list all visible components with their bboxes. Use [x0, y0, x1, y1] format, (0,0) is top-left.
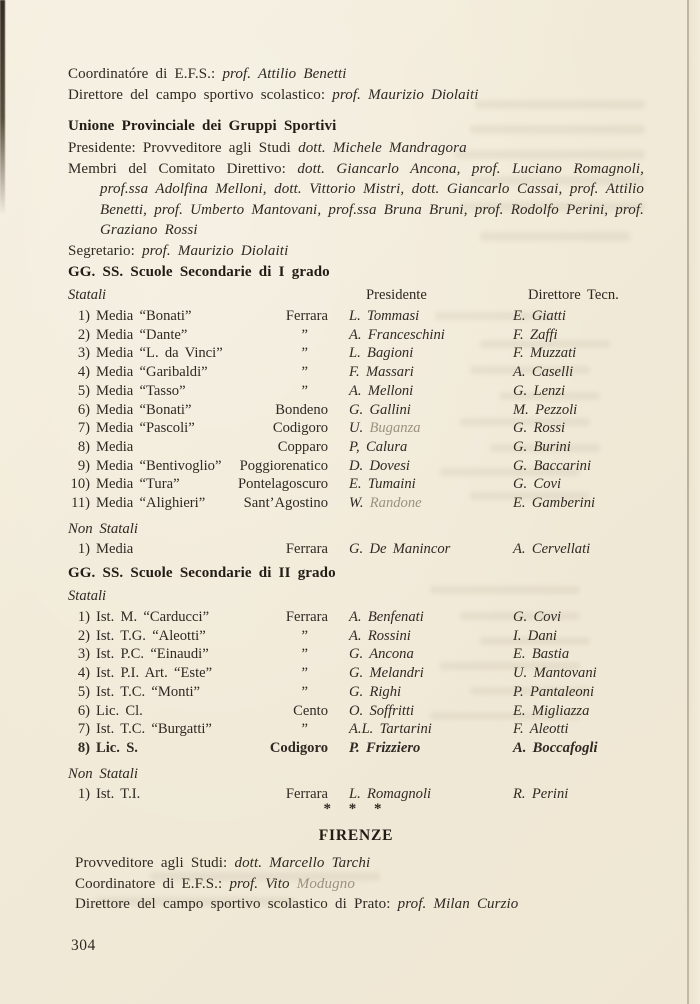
text-line	[75, 874, 651, 895]
role-label: Provveditore agli Studi:	[75, 855, 235, 871]
statali-label: Statali	[68, 287, 107, 303]
row-number: 4)	[77, 364, 90, 381]
city: Codigoro	[269, 739, 328, 756]
row-number: 1)	[77, 609, 90, 625]
person-name: prof. Maurizio Diolaiti	[142, 242, 289, 259]
firenze-heading: FIRENZE	[318, 827, 394, 844]
city: Sant’Agostino	[243, 495, 328, 512]
row-number: 9)	[77, 457, 90, 474]
table-row	[68, 540, 644, 559]
unione-lines	[68, 138, 644, 262]
city: ”	[301, 326, 308, 343]
row-number: 4)	[77, 665, 90, 682]
non-statali-label: Non Statali	[68, 765, 138, 782]
director-name: G. Burini	[513, 438, 571, 455]
city: ”	[301, 345, 308, 362]
school-name: Ist. P.C. “Einaudi”	[96, 646, 209, 663]
director-name: G. Rossi	[513, 420, 566, 437]
person-name: prof. Attilio Benetti	[222, 66, 347, 82]
person-name: dott. Michele Mandragora	[298, 140, 467, 156]
intro-section	[68, 64, 644, 106]
person-name: dott. Marcello Tarchi	[234, 855, 371, 871]
row-number: 8)	[77, 739, 90, 756]
city: ”	[301, 382, 308, 399]
table-row	[68, 494, 644, 513]
role-label: Presidente: Provveditore agli Studi	[68, 140, 299, 156]
row-number: 11)	[71, 495, 90, 512]
row-number: 6)	[77, 401, 90, 418]
school-name: Lic. Cl.	[96, 702, 143, 719]
person-name: prof. Milan Curzio	[397, 896, 519, 913]
president-name: A. Franceschini	[349, 326, 445, 343]
city: Ferrara	[285, 785, 328, 802]
table-header	[68, 587, 644, 606]
director-name: A. Caselli	[513, 364, 574, 381]
city: ”	[301, 665, 308, 682]
director-name: A. Boccafogli	[513, 739, 598, 756]
role-label: Direttore del campo sportivo scolastico di Prato:	[75, 896, 398, 913]
column-header-presidente: Presidente	[366, 287, 427, 303]
president-name: L. Romagnoli	[349, 785, 432, 802]
row-number: 5)	[77, 382, 90, 399]
director-name: E. Bastia	[513, 646, 570, 663]
table-row	[68, 664, 644, 683]
text-line	[68, 138, 644, 159]
grado2-section	[68, 563, 644, 803]
city: Copparo	[277, 438, 328, 455]
table-header	[68, 286, 644, 305]
school-name: Ist. T.I.	[96, 785, 141, 802]
president-name: A. Benfenati	[349, 609, 424, 625]
table-row	[68, 363, 644, 382]
table-row	[68, 401, 644, 420]
city: Poggiorenatico	[239, 457, 328, 474]
school-name: Media “Tasso”	[96, 382, 186, 399]
city: ”	[301, 627, 308, 644]
text-line	[75, 853, 651, 874]
city: Cento	[293, 702, 328, 719]
table-row	[68, 739, 644, 758]
section-heading: Unione Provinciale dei Gruppi Sportivi	[68, 118, 337, 134]
unione-section	[68, 116, 644, 262]
person-name: prof. Maurizio Diolaiti	[332, 87, 479, 103]
city: Pontelagoscuro	[238, 476, 328, 493]
president-name: P. Frizziero	[349, 739, 421, 756]
row-number: 6)	[77, 702, 90, 719]
director-name: G. Baccarini	[513, 457, 592, 474]
city: ”	[301, 683, 308, 700]
president-name: E. Tumaini	[349, 476, 416, 493]
table-row	[68, 702, 644, 721]
school-name: Media “Bentivoglio”	[96, 457, 222, 474]
school-name: Ist. P.I. Art. “Este”	[96, 665, 213, 682]
row-number: 1)	[77, 540, 90, 557]
director-name: F. Muzzati	[513, 345, 577, 362]
director-name: M. Pezzoli	[513, 401, 578, 418]
table-row	[68, 307, 644, 326]
president-name: W. Randone	[349, 495, 422, 512]
table-row	[68, 683, 644, 702]
row-number: 2)	[77, 627, 90, 644]
school-name: Media “Dante”	[96, 326, 188, 343]
binding-shadow	[0, 0, 5, 215]
non-statali-table	[68, 540, 644, 559]
row-number: 3)	[77, 646, 90, 663]
role-label: Coordinatore di E.F.S.:	[75, 875, 230, 892]
president-name: L. Tommasi	[349, 308, 420, 324]
section-heading: GG. SS. Scuole Secondarie di I grado	[68, 264, 330, 280]
non-statali-label: Non Statali	[68, 520, 138, 537]
page-edge-strip	[689, 0, 700, 1004]
city: ”	[301, 721, 308, 738]
school-name: Media “Bonati”	[96, 401, 192, 418]
city: Ferrara	[285, 609, 328, 625]
column-header-direttore: Direttore Tecn.	[528, 287, 619, 303]
president-name: A.L. Tartarini	[349, 721, 432, 738]
table-row	[68, 645, 644, 664]
table-row	[68, 326, 644, 345]
table-row	[68, 720, 644, 739]
row-number: 1)	[77, 308, 90, 324]
director-name: U. Mantovani	[513, 665, 597, 682]
row-number: 7)	[77, 721, 90, 738]
row-number: 10)	[70, 476, 90, 493]
president-name: L. Bagioni	[349, 345, 414, 362]
school-name: Media “Alighieri”	[96, 495, 206, 512]
text-line	[75, 894, 651, 915]
section-heading: GG. SS. Scuole Secondarie di II grado	[68, 565, 336, 581]
director-name: G. Covi	[513, 476, 562, 493]
role-label: Direttore del campo sportivo scolastico:	[68, 87, 333, 103]
school-name: Media	[96, 540, 134, 557]
school-name: Ist. M. “Carducci”	[96, 609, 210, 625]
director-name: F. Aleotti	[513, 721, 569, 738]
school-name: Ist. T.C. “Monti”	[96, 683, 201, 700]
table-row	[68, 457, 644, 476]
firenze-section	[68, 853, 651, 915]
role-label: Membri del Comitato Direttivo:	[68, 161, 298, 177]
asterisk-separator: * * *	[323, 801, 389, 817]
table-row	[68, 344, 644, 363]
text-line	[68, 64, 644, 85]
school-name: Media “Garibaldi”	[96, 364, 208, 381]
president-name: A. Rossini	[349, 627, 411, 644]
president-name: G. Ancona	[349, 646, 414, 663]
city: ”	[301, 646, 308, 663]
statali-table	[68, 307, 644, 513]
role-label: Segretario:	[68, 242, 143, 259]
row-number: 7)	[77, 420, 90, 437]
director-name: E. Migliazza	[513, 702, 590, 719]
president-name: O. Soffritti	[349, 702, 415, 719]
school-name: Media “Bonati”	[96, 308, 192, 324]
president-name: G. Melandri	[349, 665, 424, 682]
president-name: F. Massari	[349, 364, 414, 381]
president-name: U. Buganza	[349, 420, 421, 437]
director-name: G. Lenzi	[513, 382, 566, 399]
statali-table	[68, 608, 644, 758]
text-line	[68, 159, 644, 241]
director-name: I. Dani	[513, 627, 557, 644]
president-name: G. Gallini	[349, 401, 411, 418]
city: ”	[301, 364, 308, 381]
school-name: Ist. T.C. “Burgatti”	[96, 721, 212, 738]
text-line	[68, 85, 644, 106]
row-number: 2)	[77, 326, 90, 343]
row-number: 5)	[77, 683, 90, 700]
table-row	[68, 438, 644, 457]
table-row	[68, 627, 644, 646]
school-name: Media “Pascoli”	[96, 420, 195, 437]
school-name: Ist. T.G. “Aleotti”	[96, 627, 206, 644]
table-row	[68, 382, 644, 401]
city: Ferrara	[285, 308, 328, 324]
school-name: Media “Tura”	[96, 476, 180, 493]
table-row	[68, 419, 644, 438]
president-name: A. Melloni	[349, 382, 414, 399]
table-row	[68, 475, 644, 494]
row-number: 3)	[77, 345, 90, 362]
director-name: G. Covi	[513, 609, 562, 625]
text-line	[68, 241, 644, 262]
director-name: F. Zaffi	[513, 326, 558, 343]
table-row	[68, 608, 644, 627]
row-number: 1)	[77, 785, 90, 802]
director-name: R. Perini	[513, 785, 569, 802]
president-name: P, Calura	[349, 438, 408, 455]
director-name: A. Cervellati	[513, 540, 591, 557]
school-name: Media “L. da Vinci”	[96, 345, 223, 362]
president-name: G. De Manincor	[349, 540, 451, 557]
school-name: Lic. S.	[96, 739, 138, 756]
president-name: G. Righi	[349, 683, 402, 700]
city: Ferrara	[285, 540, 328, 557]
grado1-section	[68, 262, 644, 558]
person-name: prof. Vito	[229, 875, 297, 892]
role-label: Coordinatóre di E.F.S.:	[68, 66, 223, 82]
page-number: 304	[71, 937, 96, 954]
city: Bondeno	[275, 401, 328, 418]
person-name: dott. Giancarlo Ancona, prof. Luciano Romagnoli, prof.ssa Adolfina Melloni, dott. Vittorio Mistri, dott. Giancarlo Cassai, prof. Attilio Benetti, prof. Umberto Mantovani, prof.ssa Bruna Bruni, prof. Rodolfo Perini, prof. Graziano Rossi	[100, 161, 644, 239]
school-name: Media	[96, 438, 134, 455]
director-name: E. Gamberini	[513, 495, 596, 512]
row-number: 8)	[77, 438, 90, 455]
director-name: P. Pantaleoni	[513, 683, 594, 700]
president-name: D. Dovesi	[349, 457, 410, 474]
statali-label: Statali	[68, 588, 107, 604]
director-name: E. Giatti	[513, 308, 566, 324]
person-name-faded: Modugno	[296, 875, 355, 892]
city: Codigoro	[272, 420, 328, 437]
